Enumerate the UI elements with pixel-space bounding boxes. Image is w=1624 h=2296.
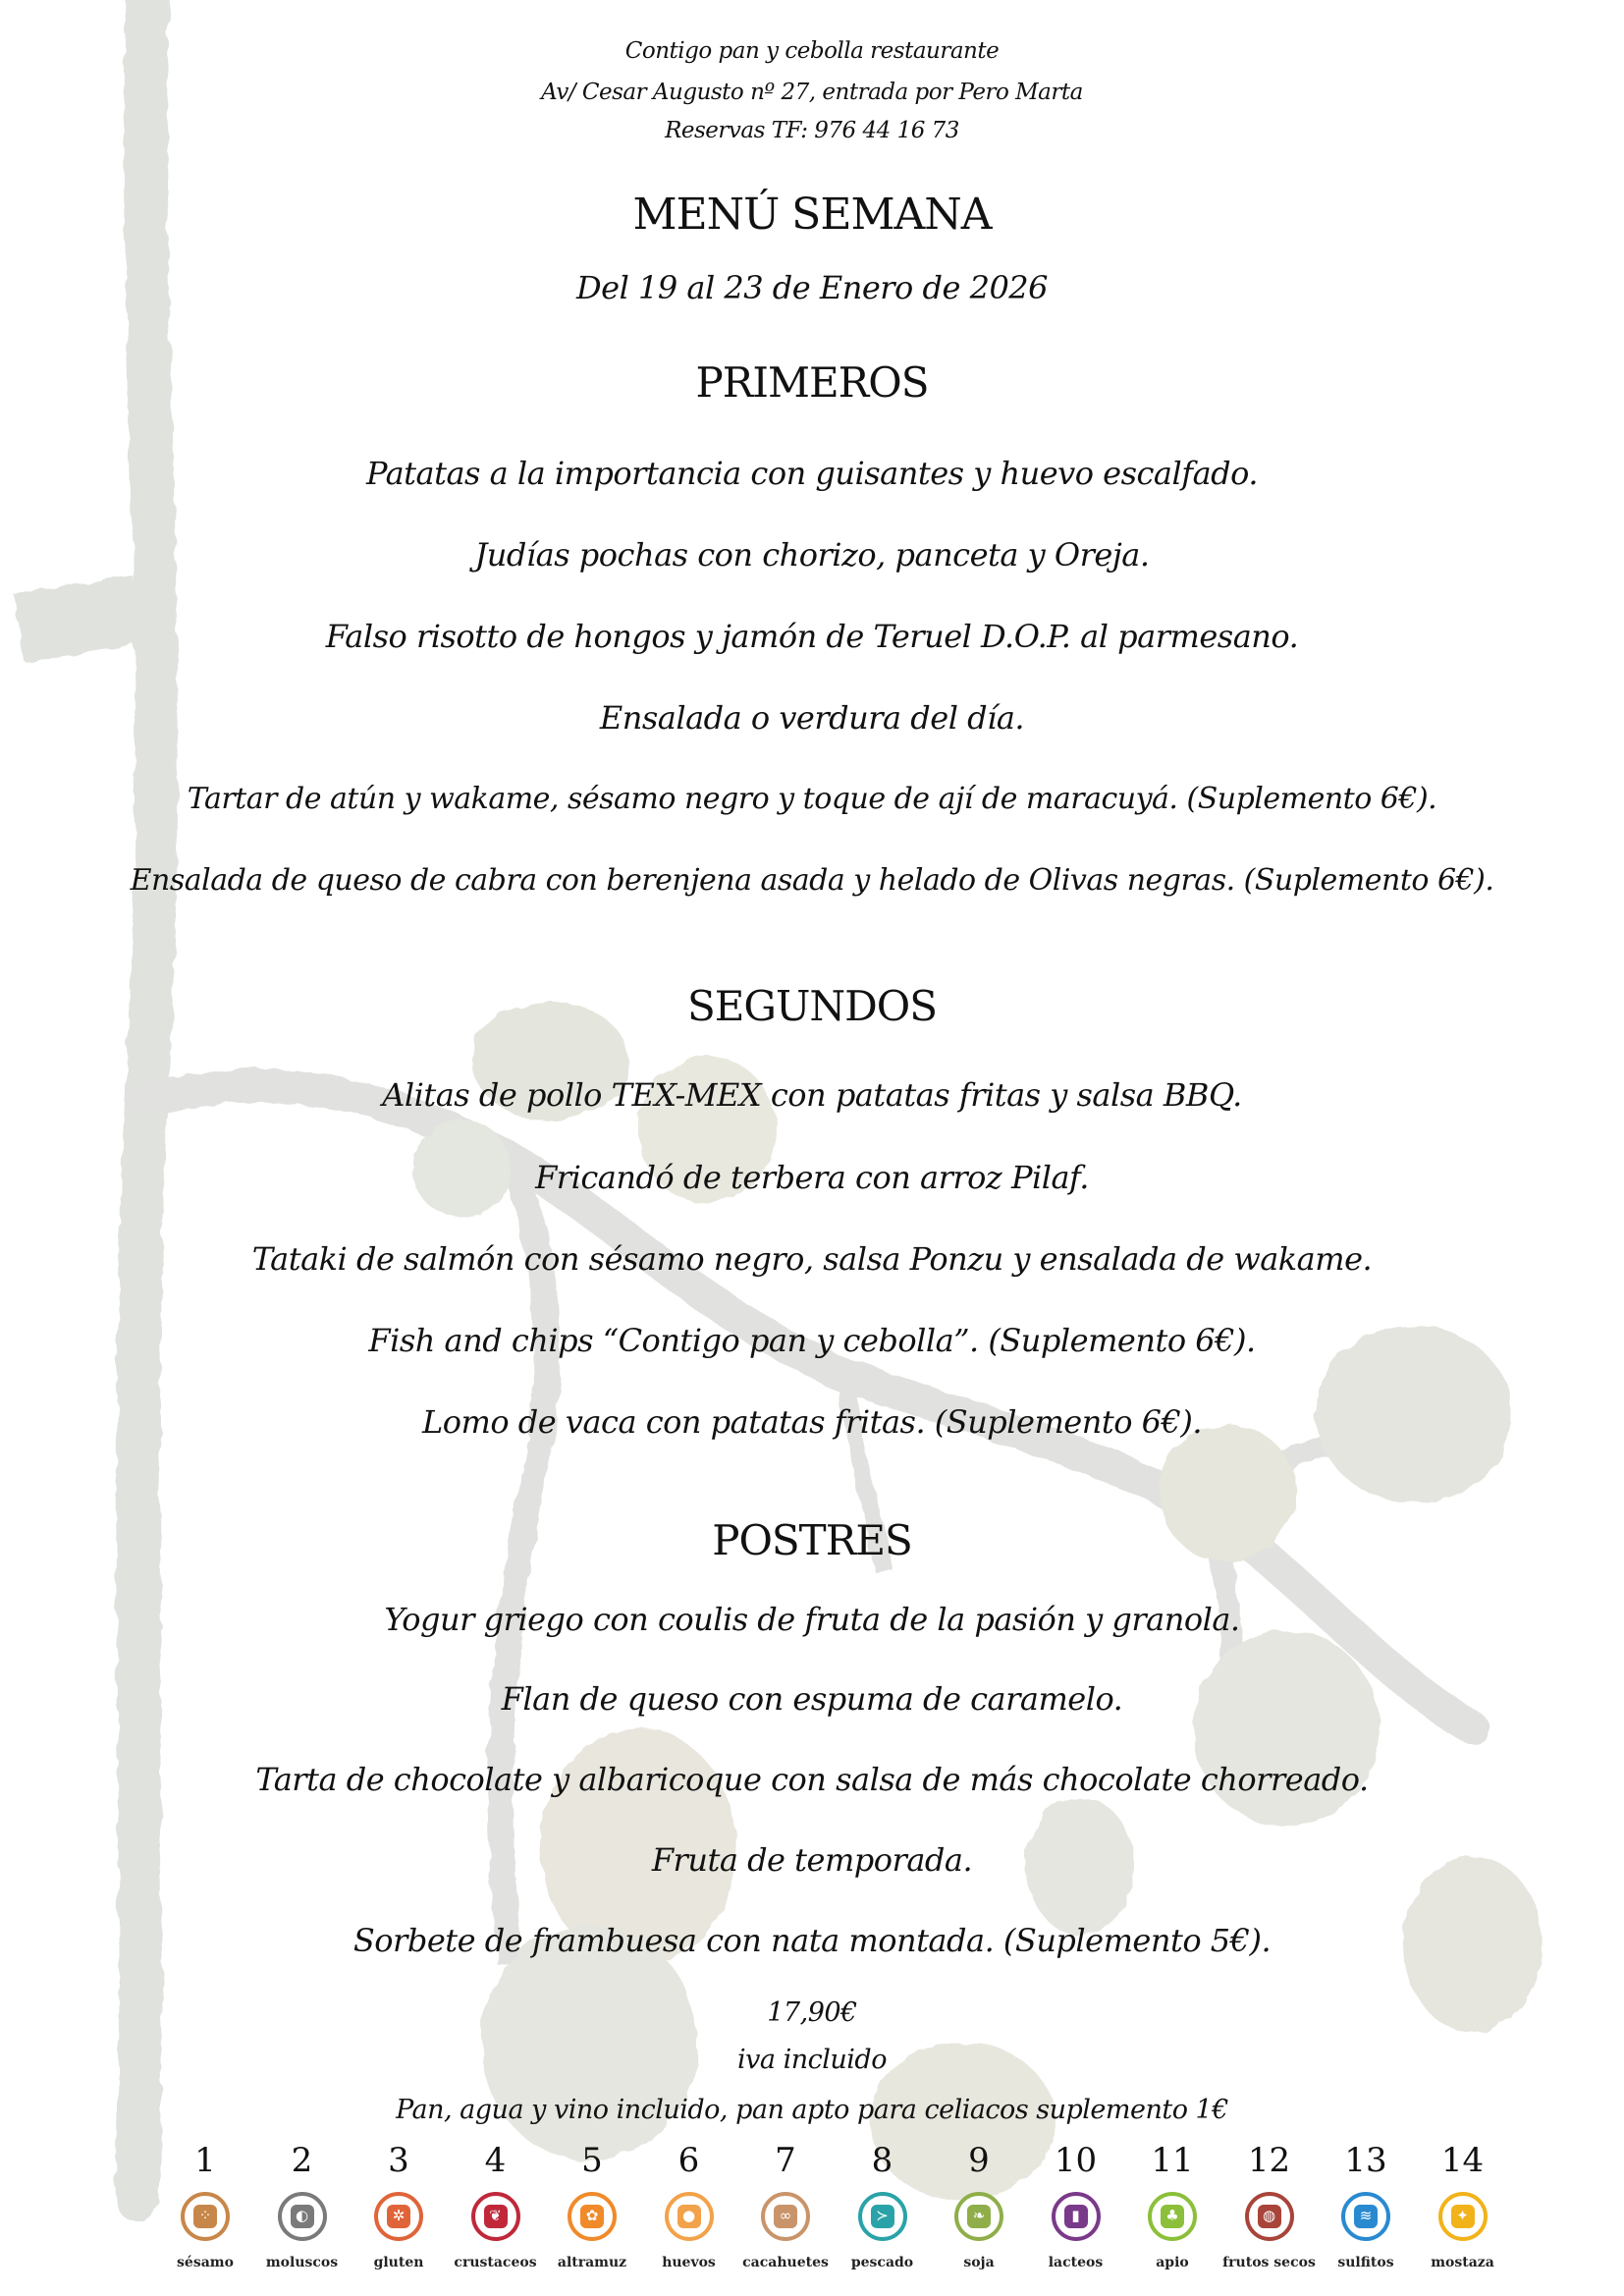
- allergen-name: gluten: [373, 2255, 424, 2270]
- allergen-number: 8: [871, 2141, 893, 2180]
- allergen-item: [544, 2141, 640, 2270]
- restaurant-name: Contigo pan y cebolla restaurante: [624, 38, 1000, 64]
- allergen-item: [1415, 2141, 1511, 2270]
- allergen-name: sulfitos: [1337, 2255, 1394, 2270]
- allergen-name: soja: [963, 2255, 995, 2270]
- allergen-item: [1124, 2141, 1220, 2270]
- allergen-name: mostaza: [1431, 2255, 1494, 2270]
- allergen-legend: [157, 2141, 1532, 2288]
- nuts-icon: ◍: [1245, 2192, 1294, 2241]
- egg-icon: ●: [665, 2192, 714, 2241]
- allergen-name: frutos secos: [1222, 2255, 1316, 2270]
- allergen-number: 1: [194, 2141, 216, 2180]
- allergen-item: [737, 2141, 834, 2270]
- allergen-name: huevos: [662, 2255, 716, 2270]
- allergen-number: 4: [484, 2141, 507, 2180]
- allergen-number: 7: [775, 2141, 796, 2180]
- allergen-name: pescado: [850, 2255, 914, 2270]
- dish-item: Fruta de temporada.: [651, 1841, 973, 1879]
- allergen-number: 12: [1247, 2141, 1291, 2180]
- section-heading-postres: POSTRES: [712, 1516, 912, 1564]
- allergen-name: moluscos: [265, 2255, 339, 2270]
- allergen-name: lacteos: [1048, 2255, 1104, 2270]
- dish-item: Lomo de vaca con patatas fritas. (Suplemento 6€).: [421, 1403, 1203, 1441]
- allergen-number: 9: [968, 2141, 990, 2180]
- menu-title: MENÚ SEMANA: [632, 190, 992, 240]
- menu-dates: Del 19 al 23 de Enero de 2026: [575, 269, 1049, 306]
- section-heading-primeros: PRIMEROS: [695, 358, 929, 407]
- dish-item: Tartar de atún y wakame, sésamo negro y toque de ají de maracuyá. (Suplemento 6€).: [187, 782, 1437, 816]
- dish-item: Ensalada o verdura del día.: [599, 699, 1025, 737]
- allergen-item: [157, 2141, 253, 2270]
- dish-item: Tarta de chocolate y albaricoque con salsa de más chocolate chorreado.: [255, 1761, 1369, 1798]
- restaurant-phone: Reservas TF: 976 44 16 73: [665, 118, 959, 143]
- allergen-name: altramuz: [557, 2255, 627, 2270]
- allergen-item: [1221, 2141, 1318, 2270]
- mollusc-icon: ◐: [278, 2192, 327, 2241]
- allergen-item: [835, 2141, 931, 2270]
- fish-icon: ≻: [858, 2192, 907, 2241]
- peanut-icon: ∞: [761, 2192, 810, 2241]
- dish-item: Yogur griego con coulis de fruta de la pasión y granola.: [384, 1601, 1240, 1638]
- allergen-item: [931, 2141, 1027, 2270]
- allergen-number: 6: [677, 2141, 700, 2180]
- allergen-number: 14: [1440, 2141, 1485, 2180]
- dish-item: Judías pochas con chorizo, panceta y Oreja.: [474, 536, 1150, 574]
- allergen-number: 11: [1151, 2141, 1194, 2180]
- mustard-icon: ✦: [1438, 2192, 1488, 2241]
- dish-item: Alitas de pollo TEX-MEX con patatas fritas y salsa BBQ.: [382, 1076, 1242, 1114]
- dish-item: Fish and chips “Contigo pan y cebolla”. (Suplemento 6€).: [368, 1322, 1256, 1359]
- dish-item: Patatas a la importancia con guisantes y huevo escalfado.: [365, 455, 1259, 492]
- restaurant-address: Av/ Cesar Augusto nº 27, entrada por Pero Marta: [541, 80, 1083, 105]
- dairy-icon: ▮: [1052, 2192, 1101, 2241]
- dish-item: Ensalada de queso de cabra con berenjena asada y helado de Olivas negras. (Suplemento 6€).: [130, 863, 1494, 898]
- lupin-icon: ✿: [568, 2192, 617, 2241]
- dish-item: Fricandó de terbera con arroz Pilaf.: [535, 1159, 1089, 1196]
- crustacean-icon: ❦: [471, 2192, 520, 2241]
- extras-note: Pan, agua y vino incluido, pan apto para celiacos suplemento 1€: [396, 2095, 1228, 2125]
- dish-item: Sorbete de frambuesa con nata montada. (Suplemento 5€).: [352, 1922, 1272, 1959]
- allergen-number: 10: [1054, 2141, 1098, 2180]
- allergen-number: 13: [1344, 2141, 1387, 2180]
- allergen-item: [641, 2141, 737, 2270]
- tax-note: iva incluido: [737, 2045, 887, 2075]
- allergen-item: [448, 2141, 544, 2270]
- allergen-name: cacahuetes: [742, 2255, 829, 2270]
- allergen-name: crustaceos: [454, 2255, 537, 2270]
- dish-item: Falso risotto de hongos y jamón de Teruel D.O.P. al parmesano.: [325, 618, 1299, 655]
- allergen-number: 3: [388, 2141, 409, 2180]
- celery-icon: ♣: [1148, 2192, 1197, 2241]
- dish-item: Flan de queso con espuma de caramelo.: [501, 1680, 1123, 1718]
- allergen-item: [1318, 2141, 1414, 2270]
- sulphite-icon: ≋: [1341, 2192, 1390, 2241]
- dish-item: Tataki de salmón con sésamo negro, salsa Ponzu y ensalada de wakame.: [251, 1240, 1373, 1278]
- soy-icon: ❧: [954, 2192, 1003, 2241]
- allergen-item: [1028, 2141, 1124, 2270]
- allergen-name: sésamo: [177, 2255, 234, 2270]
- allergen-name: apio: [1156, 2255, 1189, 2270]
- section-heading-segundos: SEGUNDOS: [686, 982, 937, 1030]
- allergen-number: 5: [581, 2141, 603, 2180]
- allergen-item: [351, 2141, 447, 2270]
- wheat-icon: ✲: [374, 2192, 423, 2241]
- sesame-icon: ⁘: [181, 2192, 230, 2241]
- menu-price: 17,90€: [767, 1997, 857, 2028]
- allergen-number: 2: [291, 2141, 313, 2180]
- allergen-item: [254, 2141, 351, 2270]
